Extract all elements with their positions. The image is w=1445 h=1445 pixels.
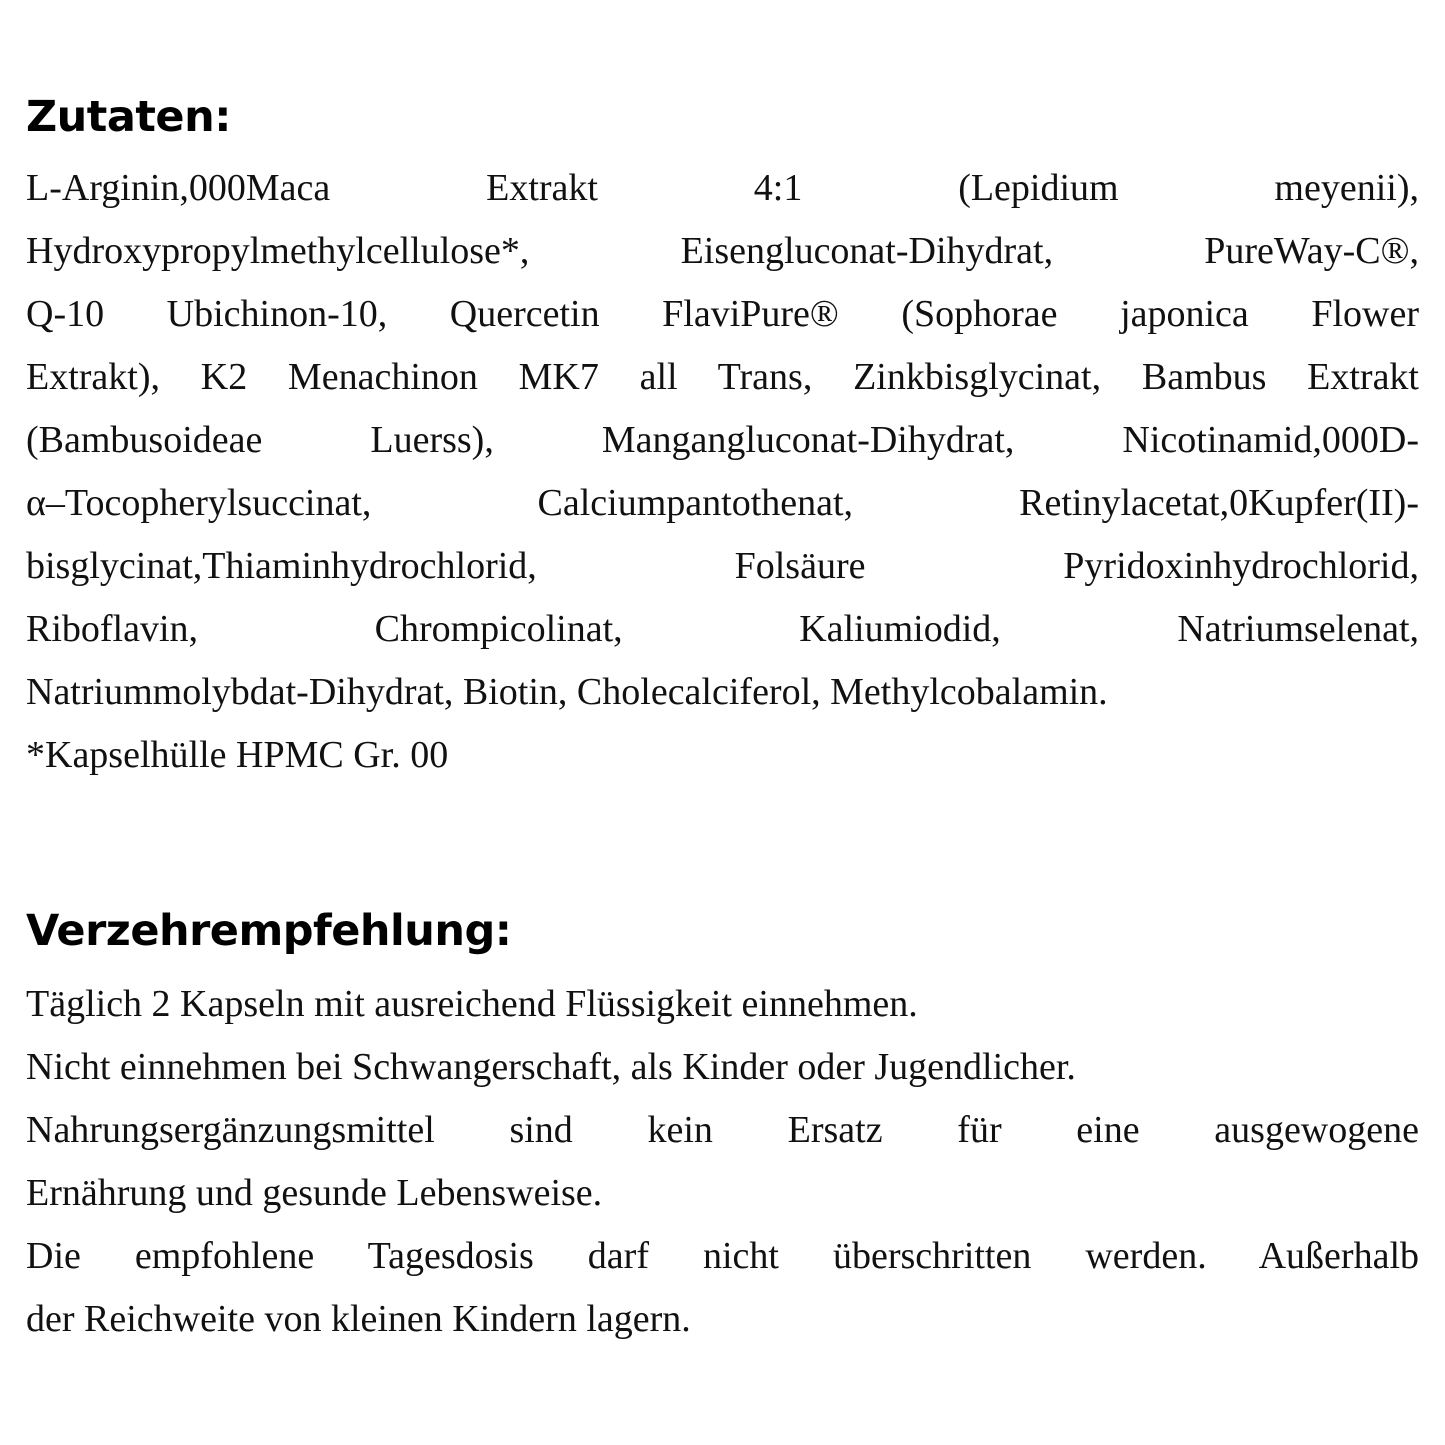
usage-line: Die empfohlene Tagesdosis darf nicht überschritten werden. Außerhalb xyxy=(26,1235,1419,1277)
ingredients-line: α–Tocopherylsuccinat, Calciumpantothenat, Retinylacetat,0Kupfer(II)- xyxy=(26,482,1419,524)
ingredients-line: Q-10 Ubichinon-10, Quercetin FlaviPure® (Sophorae japonica Flower xyxy=(26,293,1419,335)
ingredients-line: bisglycinat,Thiaminhydrochlorid, Folsäure Pyridoxinhydrochlorid, xyxy=(26,545,1419,587)
usage-line: der Reichweite von kleinen Kindern lagern. xyxy=(26,1298,691,1340)
usage-line: Ernährung und gesunde Lebensweise. xyxy=(26,1172,603,1214)
ingredients-line: Natriummolybdat-Dihydrat, Biotin, Cholecalciferol, Methylcobalamin. xyxy=(26,671,1108,713)
ingredients-heading: Zutaten: xyxy=(26,92,231,142)
ingredients-line: Riboflavin, Chrompicolinat, Kaliumiodid, Natriumselenat, xyxy=(26,608,1419,650)
usage-line: Täglich 2 Kapseln mit ausreichend Flüssigkeit einnehmen. xyxy=(26,983,918,1025)
ingredients-line: L-Arginin,000Maca Extrakt 4:1 (Lepidium meyenii), xyxy=(26,167,1419,209)
capsule-note: *Kapselhülle HPMC Gr. 00 xyxy=(26,734,449,776)
usage-line: Nicht einnehmen bei Schwangerschaft, als Kinder oder Jugendlicher. xyxy=(26,1046,1076,1088)
usage-line: Nahrungsergänzungsmittel sind kein Ersatz für eine ausgewogene xyxy=(26,1109,1419,1151)
ingredients-line: Extrakt), K2 Menachinon MK7 all Trans, Zinkbisglycinat, Bambus Extrakt xyxy=(26,356,1419,398)
ingredients-line: Hydroxypropylmethylcellulose*, Eisengluconat-Dihydrat, PureWay-C®, xyxy=(26,230,1419,272)
ingredients-line: (Bambusoideae Luerss), Mangangluconat-Dihydrat, Nicotinamid,000D- xyxy=(26,419,1419,461)
ingredients-text xyxy=(26,157,1419,787)
usage-heading: Verzehrempfehlung: xyxy=(26,906,512,956)
usage-text xyxy=(26,973,1419,1351)
